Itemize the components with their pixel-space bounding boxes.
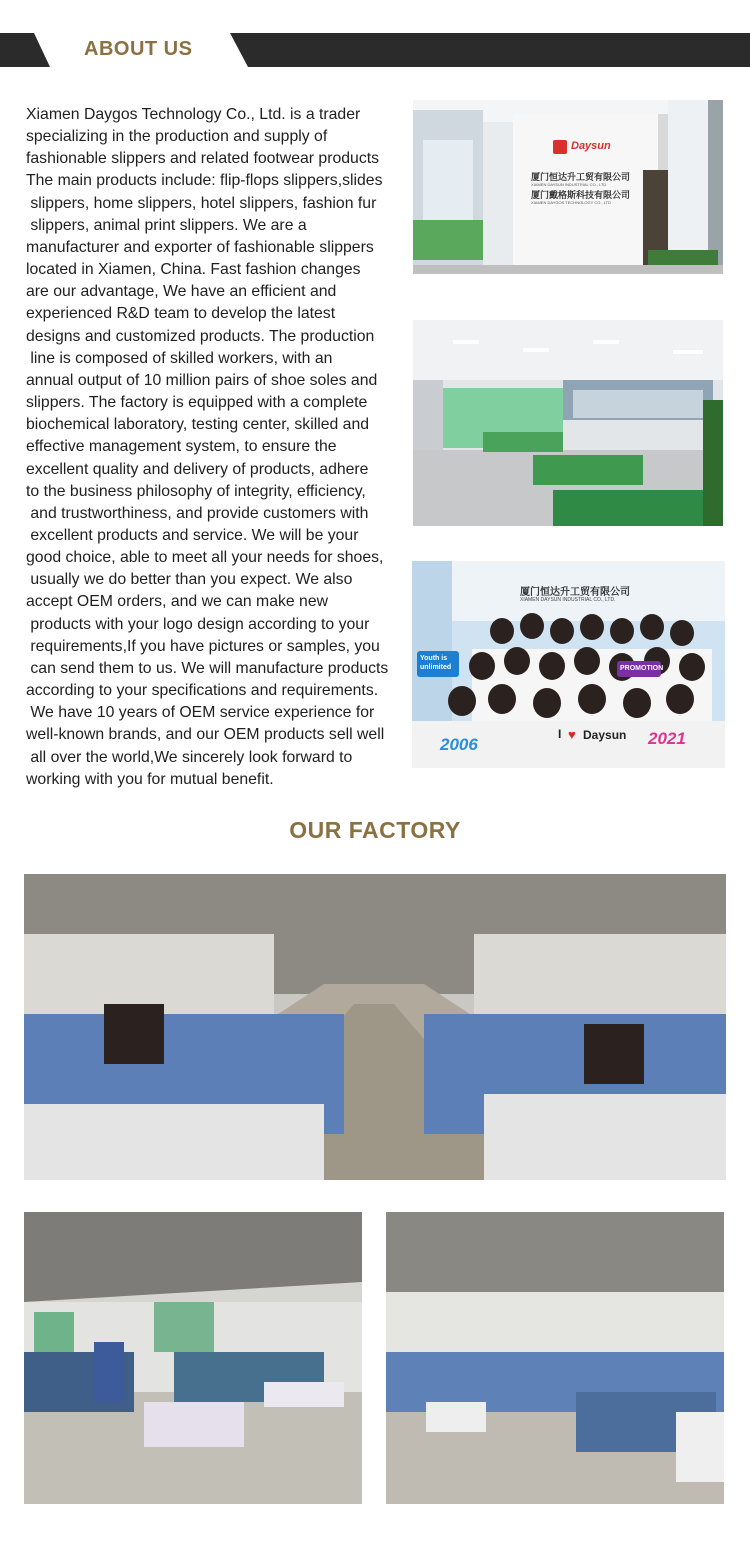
- about-line: accept OEM orders, and we can make new: [26, 593, 329, 611]
- about-line: and trustworthiness, and provide customers with: [26, 504, 369, 522]
- about-line: effective management system, to ensure the: [26, 438, 337, 456]
- about-line: to the business philosophy of integrity, efficiency,: [26, 482, 366, 500]
- reception-sign-en-1: XIAMEN DAYSUN INDUSTRIAL CO., LTD: [531, 182, 607, 187]
- about-line: slippers, animal print slippers. We are a: [26, 216, 307, 234]
- about-description: [26, 104, 406, 791]
- team-photo: [412, 561, 725, 768]
- about-line: can send them to us. We will manufacture products: [26, 659, 389, 677]
- about-line: designs and customized products. The production: [26, 327, 375, 345]
- about-line: according to your specifications and requirements.: [26, 682, 379, 700]
- reception-logo-text: Daysun: [571, 140, 611, 152]
- about-line: annual output of 10 million pairs of shoe soles and: [26, 371, 378, 389]
- about-line: We have 10 years of OEM service experience for: [26, 704, 375, 722]
- year-2006-sign: 2006: [440, 735, 478, 754]
- about-line: well-known brands, and our OEM products sell well: [26, 726, 385, 744]
- about-line: working with you for mutual benefit.: [26, 770, 274, 788]
- reception-sign-cn-1: 厦门恒达升工贸有限公司: [531, 172, 631, 182]
- about-line: manufacturer and exporter of fashionable slippers: [26, 238, 374, 256]
- our-factory-heading: OUR FACTORY: [289, 817, 461, 843]
- about-us-heading: ABOUT US: [84, 38, 193, 60]
- youth-sign: Youth is unlimited: [420, 655, 452, 671]
- about-line: excellent products and service. We will be your: [26, 526, 359, 544]
- about-line: all over the world,We sincerely look forward to: [26, 748, 353, 766]
- team-banner-en: XIAMEN DAYSUN INDUSTRIAL CO., LTD.: [520, 597, 616, 603]
- about-line: specializing in the production and supply of: [26, 128, 328, 146]
- about-line: biochemical laboratory, testing center, skilled and: [26, 416, 370, 434]
- heart-icon: ♥: [568, 727, 576, 742]
- about-line: excellent quality and delivery of products, adhere: [26, 460, 369, 478]
- about-line: The main products include: flip-flops slippers,slides: [26, 172, 383, 190]
- about-line: requirements,If you have pictures or samples, you: [26, 637, 380, 655]
- about-line: good choice, able to meet all your needs for shoes,: [26, 549, 384, 567]
- about-line: line is composed of skilled workers, with an: [26, 349, 333, 367]
- about-line: slippers, home slippers, hotel slippers, fashion fur: [26, 194, 377, 212]
- about-line: experienced R&D team to develop the latest: [26, 305, 336, 323]
- factory-floor-photo: [24, 874, 726, 1180]
- daysun-sign: Daysun: [583, 728, 627, 742]
- year-2021-sign: 2021: [648, 729, 686, 748]
- about-line: located in Xiamen, China. Fast fashion changes: [26, 261, 361, 279]
- about-line: are our advantage, We have an efficient and: [26, 283, 337, 301]
- about-line: Xiamen Daygos Technology Co., Ltd. is a trader: [26, 106, 361, 123]
- promotion-sign: PROMOTION: [620, 665, 664, 672]
- about-line: products with your logo design according to your: [26, 615, 370, 633]
- about-line: usually we do better than you expect. We also: [26, 571, 353, 589]
- team-banner-cn: 厦门恒达升工贸有限公司: [520, 587, 630, 598]
- daysun-logo-icon: [553, 140, 567, 154]
- about-line: slippers. The factory is equipped with a complete: [26, 394, 368, 412]
- office-photo: [413, 320, 723, 526]
- about-line: fashionable slippers and related footwear products: [26, 150, 380, 168]
- injection-machines-photo: [24, 1212, 362, 1504]
- about-us-banner: [0, 33, 750, 67]
- assembly-line-photo: [386, 1212, 724, 1504]
- reception-photo: [413, 100, 723, 274]
- i-love-text: I: [558, 727, 562, 741]
- reception-sign-cn-2: 厦门戴格斯科技有限公司: [531, 190, 631, 200]
- reception-sign-en-2: XIAMEN DAYGOS TECHNOLOGY CO., LTD: [531, 200, 611, 205]
